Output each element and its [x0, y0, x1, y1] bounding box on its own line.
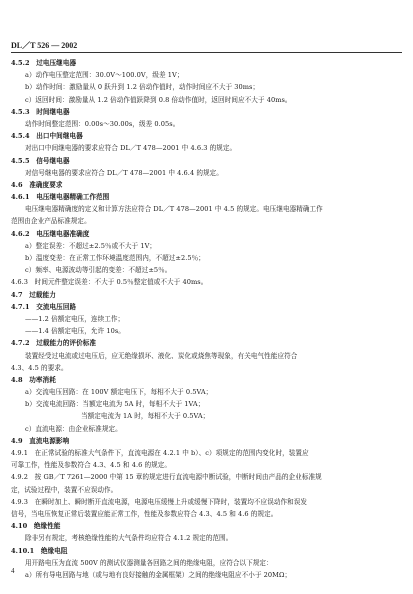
section-heading: 4.6 准确度要求: [11, 180, 63, 189]
text-line: a）整定误差：不超过±2.5％或不大于 1V；: [25, 241, 157, 250]
header-rule: [11, 52, 402, 53]
section-heading: 4.7.2 过载能力的评价标准: [11, 339, 97, 348]
text-line: 电压继电器精确度的定义和计算方法应符合 DL／T 478—2001 中 4.5 的规定。电压继电器精确工作: [25, 205, 323, 214]
section-heading: 4.6.1 电压继电器精确工作范围: [11, 193, 110, 202]
text-line: a）交流电压回路：在 100V 额定电压下，每相不大于 0.5VA；: [25, 388, 213, 397]
text-line: 用开路电压为直流 500V 的测试仪器测量各回路之间的绝缘电阻，应符合以下规定：: [25, 558, 273, 567]
text-line: 4.9.2 按 GB／T 7261—2000 中第 15 章的规定进行直流电源中断试验，中断时间由产品的企业标准规: [11, 473, 322, 482]
page-number: 4: [11, 567, 15, 575]
text-line: b）交流电流回路：当额定电流为 5A 时，每相不大于 1VA；: [25, 400, 205, 409]
text-line: 4.9.1 在正常试验的标准大气条件下，直流电源在 4.2.1 中 b）、c）项规定的范围内变化时，装置应: [11, 449, 309, 457]
text-line: 信号，当电压恢复正常后装置应能正常工作，性能及参数应符合 4.3、4.5 和 4.6 的规定。: [11, 509, 278, 518]
section-heading: 4.10.1 绝缘电阻: [11, 546, 68, 555]
text-line: 对出口中间继电器的要求应符合 DL／T 478—2001 中 4.6.3 的规定。: [25, 144, 237, 153]
text-line: c）频率、电源波动等引起的变差：不超过±5％。: [25, 266, 172, 275]
text-line: a）动作电压整定范围：30.0V～100.0V，级差 1V；: [25, 71, 184, 80]
text-line: 对信号继电器的要求应符合 DL／T 478—2001 中 4.6.4 的规定。: [25, 168, 223, 177]
section-heading: 4.5.2 过电压继电器: [11, 59, 77, 67]
text-line: 4.3、4.5 的要求。: [11, 363, 68, 372]
section-heading: 4.7 过载能力: [11, 290, 56, 299]
section-heading: 4.9 直流电源影响: [11, 436, 70, 445]
text-line: a）所有导电回路与地（或与地有良好接触的金属框架）之间的绝缘电阻应不小于 20MΩ；: [25, 570, 292, 579]
text-line: 装置经受过电流或过电压后，应无绝缘损坏、液化、炭化或烧焦等现象，有关电气性能应符合: [25, 351, 298, 360]
document-code-header: DL／T 526 — 2002: [11, 41, 78, 50]
text-line: c）直流电源：由企业标准规定。: [25, 424, 122, 433]
text-line: 当额定电流为 1A 时，每相不大于 0.5VA；: [81, 412, 210, 421]
text-line: c）返回时间：激励量从 1.2 倍动作值跃降到 0.8 倍动作值时，返回时间应不大于 40ms。: [25, 95, 292, 104]
text-line: 4.6.3 时间元件整定误差：不大于 0.5％整定值或不大于 40ms。: [11, 278, 208, 287]
text-line: ——1.2 倍额定电压，连续工作；: [25, 314, 125, 323]
section-heading: 4.5.5 信号继电器: [11, 156, 70, 165]
text-line: 定，试验过程中，装置不应误动作。: [11, 485, 118, 494]
section-heading: 4.10 绝缘性能: [11, 522, 61, 531]
text-line: 范围由企业产品标准规定。: [11, 217, 91, 226]
text-line: b）温度变差：在正常工作环境温度范围内，不超过±2.5％；: [25, 254, 205, 262]
section-heading: 4.6.2 电压继电器准确度: [11, 229, 90, 238]
section-heading: 4.7.1 交流电压回路: [11, 302, 77, 311]
text-line: 动作时间整定范围：0.00s～30.00s，级差 0.05s。: [25, 119, 180, 128]
section-heading: 4.8 功率消耗: [11, 375, 56, 384]
document-body: [11, 57, 405, 581]
text-line: 可靠工作，性能及参数符合 4.3、4.5 和 4.6 的规定。: [11, 461, 172, 470]
text-line: b）动作时间：激励量从 0 跃升到 1.2 倍动作值时，动作时间应不大于 30ms；: [25, 83, 260, 92]
section-heading: 4.5.4 出口中间继电器: [11, 132, 83, 141]
text-line: ——1.4 倍额定电压，允许 10s。: [25, 327, 125, 336]
text-line: 4.9.3 在瞬时加上、瞬时断开直流电源，电源电压缓慢上升或缓慢下降时，装置均不应误动作和误发: [11, 497, 308, 506]
text-line: 除非另有规定，考核绝缘性能的大气条件均应符合 4.1.2 规定的范围。: [25, 534, 233, 543]
section-heading: 4.5.3 时间继电器: [11, 107, 70, 116]
